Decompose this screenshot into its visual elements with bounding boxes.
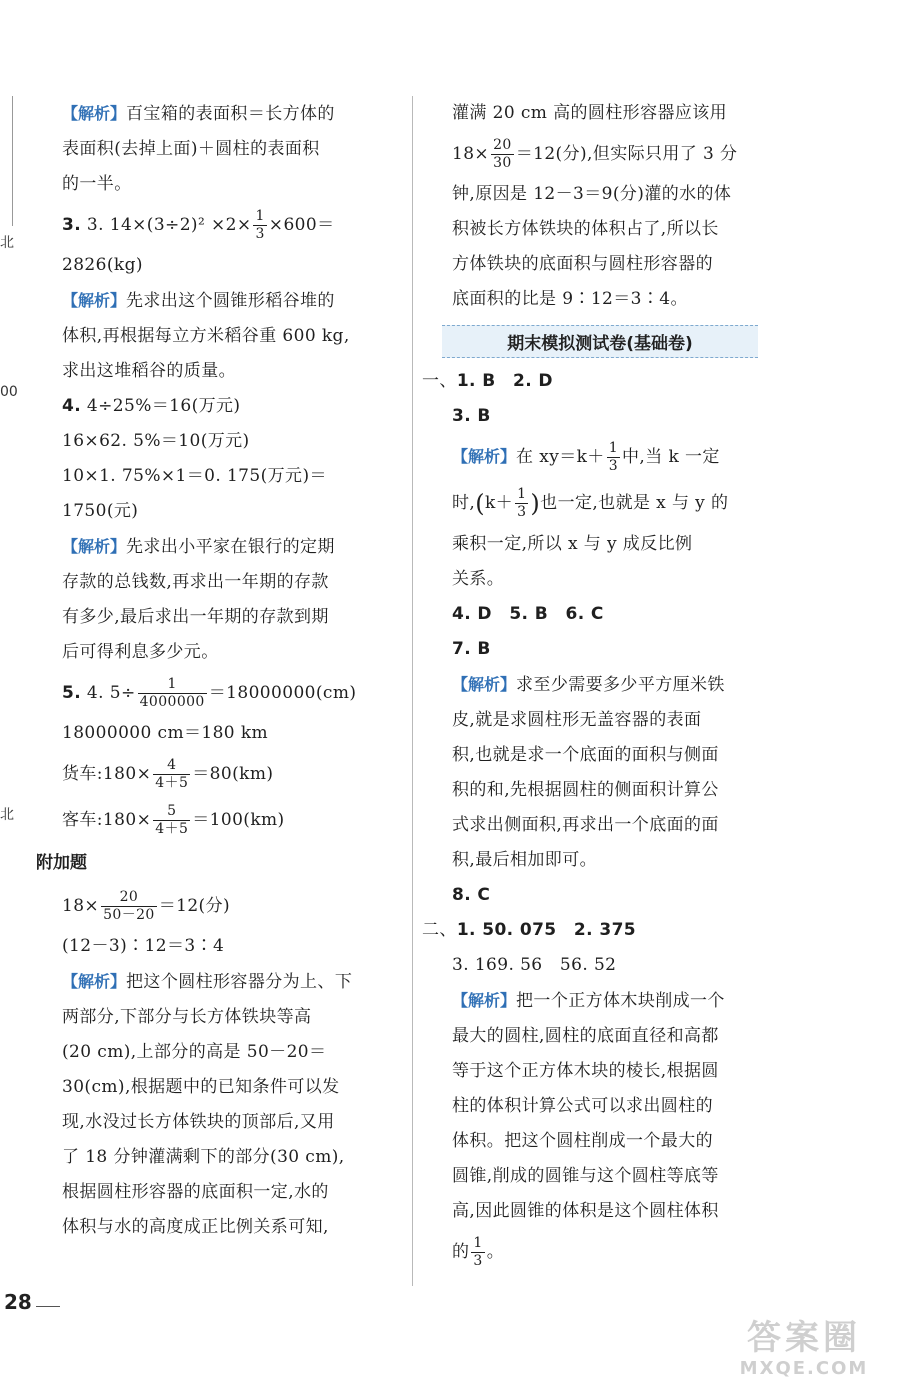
text-line: 现,水没过长方体铁块的顶部后,又用 (62, 1112, 335, 1132)
text-line: 积,最后相加即可。 (452, 849, 598, 870)
fraction: $\frac{20}{50-20}$ (103, 889, 155, 923)
fraction: $\frac{4}{4+5}$ (155, 757, 189, 791)
text-line: 【解析】先求出这个圆锥形稻谷堆的 (62, 283, 394, 319)
right-column (422, 96, 782, 1275)
text-line: 客车:180× $\frac{5}{4+5}$ ＝100(km) (62, 803, 285, 837)
text-line: 1750(元) (62, 501, 139, 521)
fraction: $\frac{1}{3}$ (473, 1234, 483, 1269)
text-line: 积的和,先根据圆柱的侧面积计算公 (452, 779, 719, 800)
text-line: 18000000 cm＝180 km (62, 723, 269, 743)
text-line: 【解析】百宝箱的表面积＝长方体的 (62, 96, 394, 132)
text-line: 的 $\frac{1}{3}$ 。 (452, 1234, 505, 1269)
text-line: 方体铁块的底面积与圆柱形容器的 (452, 254, 713, 274)
text-line: 18× $\frac{20}{50-20}$ ＝12(分) (62, 889, 231, 923)
analysis-label: 【解析】 (62, 291, 127, 310)
text-line: 皮,就是求圆柱形无盖容器的表面 (452, 709, 702, 730)
analysis-label: 【解析】 (452, 990, 517, 1010)
text-line: 表面积(去掉上面)＋圆柱的表面积 (62, 139, 320, 159)
extra-question-title: 附加题 (36, 853, 87, 873)
text-line: (20 cm),上部分的高是 50－20＝ (62, 1042, 327, 1062)
text-line: 30(cm),根据题中的已知条件可以发 (62, 1077, 340, 1097)
text-line: 【解析】在 xy＝k＋ $\frac{1}{3}$ 中,当 k 一定 (452, 434, 782, 480)
text-line: 乘积一定,所以 x 与 y 成反比例 (452, 533, 693, 554)
text-line: 7. B (452, 638, 491, 659)
analysis-label: 【解析】 (62, 104, 127, 123)
page-number-rule (36, 1306, 60, 1307)
text-line: 等于这个正方体木块的棱长,根据圆 (452, 1060, 719, 1081)
column-divider (412, 96, 413, 1286)
text-line: 体积与水的高度成正比例关系可知, (62, 1217, 329, 1237)
answer-3: 3. 3. 14×(3÷2)² ×2× $\frac{1}{3}$ ×600＝ (62, 208, 335, 242)
part-1-answers: 一、1. B 2. D (422, 371, 553, 391)
page-number: 28 (4, 1290, 32, 1314)
text-line: 时,(k＋ $\frac{1}{3}$ )也一定,也就是 x 与 y 的 (452, 486, 729, 520)
text-line: 体积,再根据每立方米稻谷重 600 kg, (62, 326, 350, 346)
text-line: 【解析】求至少需要多少平方厘米铁 (452, 667, 782, 703)
text-line: 16×62. 5%＝10(万元) (62, 431, 250, 451)
text-line: 18× $\frac{20}{30}$ ＝12(分),但实际只用了 3 分 (452, 137, 738, 171)
answer-5: 5. 4. 5÷ $\frac{1}{4000000}$ ＝18000000(cm) (62, 676, 357, 710)
fraction: $\frac{1}{3}$ (255, 208, 265, 242)
margin-rule (12, 96, 13, 226)
text-line: 存款的总钱数,再求出一年期的存款 (62, 572, 329, 592)
left-column (36, 96, 394, 1245)
text-line: 柱的体积计算公式可以求出圆柱的 (452, 1095, 713, 1116)
text-line: 【解析】把一个正方体木块削成一个 (452, 983, 782, 1019)
fraction: $\frac{5}{4+5}$ (155, 803, 189, 837)
text-line: 8. C (452, 884, 491, 905)
text-line: 底面积的比是 9∶12＝3∶4。 (452, 289, 688, 309)
text-line: 关系。 (452, 568, 505, 589)
analysis-label: 【解析】 (62, 537, 127, 556)
watermark-logo: 答案圈 MXQE.COM (739, 1318, 869, 1379)
text-line: 高,因此圆锥的体积是这个圆柱体积 (452, 1200, 719, 1221)
text-line: 求出这堆稻谷的质量。 (62, 361, 236, 381)
fraction: $\frac{20}{30}$ (493, 137, 512, 171)
text-line: 后可得利息多少元。 (62, 642, 219, 662)
text-line: 体积。把这个圆柱削成一个最大的 (452, 1130, 713, 1151)
text-line: 的一半。 (62, 174, 132, 194)
text-line: 【解析】把这个圆柱形容器分为上、下 (62, 964, 394, 1000)
text-line: 积,也就是求一个底面的面积与侧面 (452, 744, 719, 765)
section-title: 期末模拟测试卷(基础卷) (442, 325, 758, 358)
text-line: 灌满 20 cm 高的圆柱形容器应该用 (452, 103, 728, 123)
text-line: 4. D 5. B 6. C (452, 603, 604, 624)
text-line: 货车:180× $\frac{4}{4+5}$ ＝80(km) (62, 757, 274, 791)
fraction: $\frac{1}{4000000}$ (139, 676, 205, 710)
text-line: 10×1. 75%×1＝0. 175(万元)＝ (62, 466, 327, 486)
margin-fragment: 北 (0, 807, 14, 823)
text-line: 了 18 分钟灌满剩下的部分(30 cm), (62, 1147, 345, 1167)
part-2-answers: 二、1. 50. 075 2. 375 (422, 919, 637, 940)
text-line: 两部分,下部分与长方体铁块等高 (62, 1007, 312, 1027)
fraction: $\frac{1}{3}$ (517, 486, 527, 520)
text-line: 【解析】先求出小平家在银行的定期 (62, 529, 394, 565)
analysis-label: 【解析】 (62, 972, 127, 991)
text-line: 有多少,最后求出一年期的存款到期 (62, 607, 329, 627)
text-line: 钟,原因是 12－3＝9(分)灌的水的体 (452, 184, 732, 204)
margin-fragment: 00 (0, 384, 18, 400)
text-line: 最大的圆柱,圆柱的底面直径和高都 (452, 1025, 719, 1046)
text-line: 2826(kg) (62, 255, 143, 275)
analysis-label: 【解析】 (452, 447, 517, 466)
answer-4: 4. 4÷25%＝16(万元) (62, 396, 241, 416)
text-line: 根据圆柱形容器的底面积一定,水的 (62, 1182, 329, 1202)
analysis-label: 【解析】 (452, 674, 517, 694)
margin-fragment: 北 (0, 235, 14, 251)
text-line: 积被长方体铁块的体积占了,所以长 (452, 219, 719, 239)
fraction: $\frac{1}{3}$ (608, 440, 619, 474)
text-line: 3. 169. 56 56. 52 (452, 954, 617, 975)
text-line: 式求出侧面积,再求出一个底面的面 (452, 814, 719, 835)
text-line: 3. B (452, 406, 491, 426)
text-line: 圆锥,削成的圆锥与这个圆柱等底等 (452, 1165, 719, 1186)
text-line: (12－3)∶12＝3∶4 (62, 936, 225, 956)
